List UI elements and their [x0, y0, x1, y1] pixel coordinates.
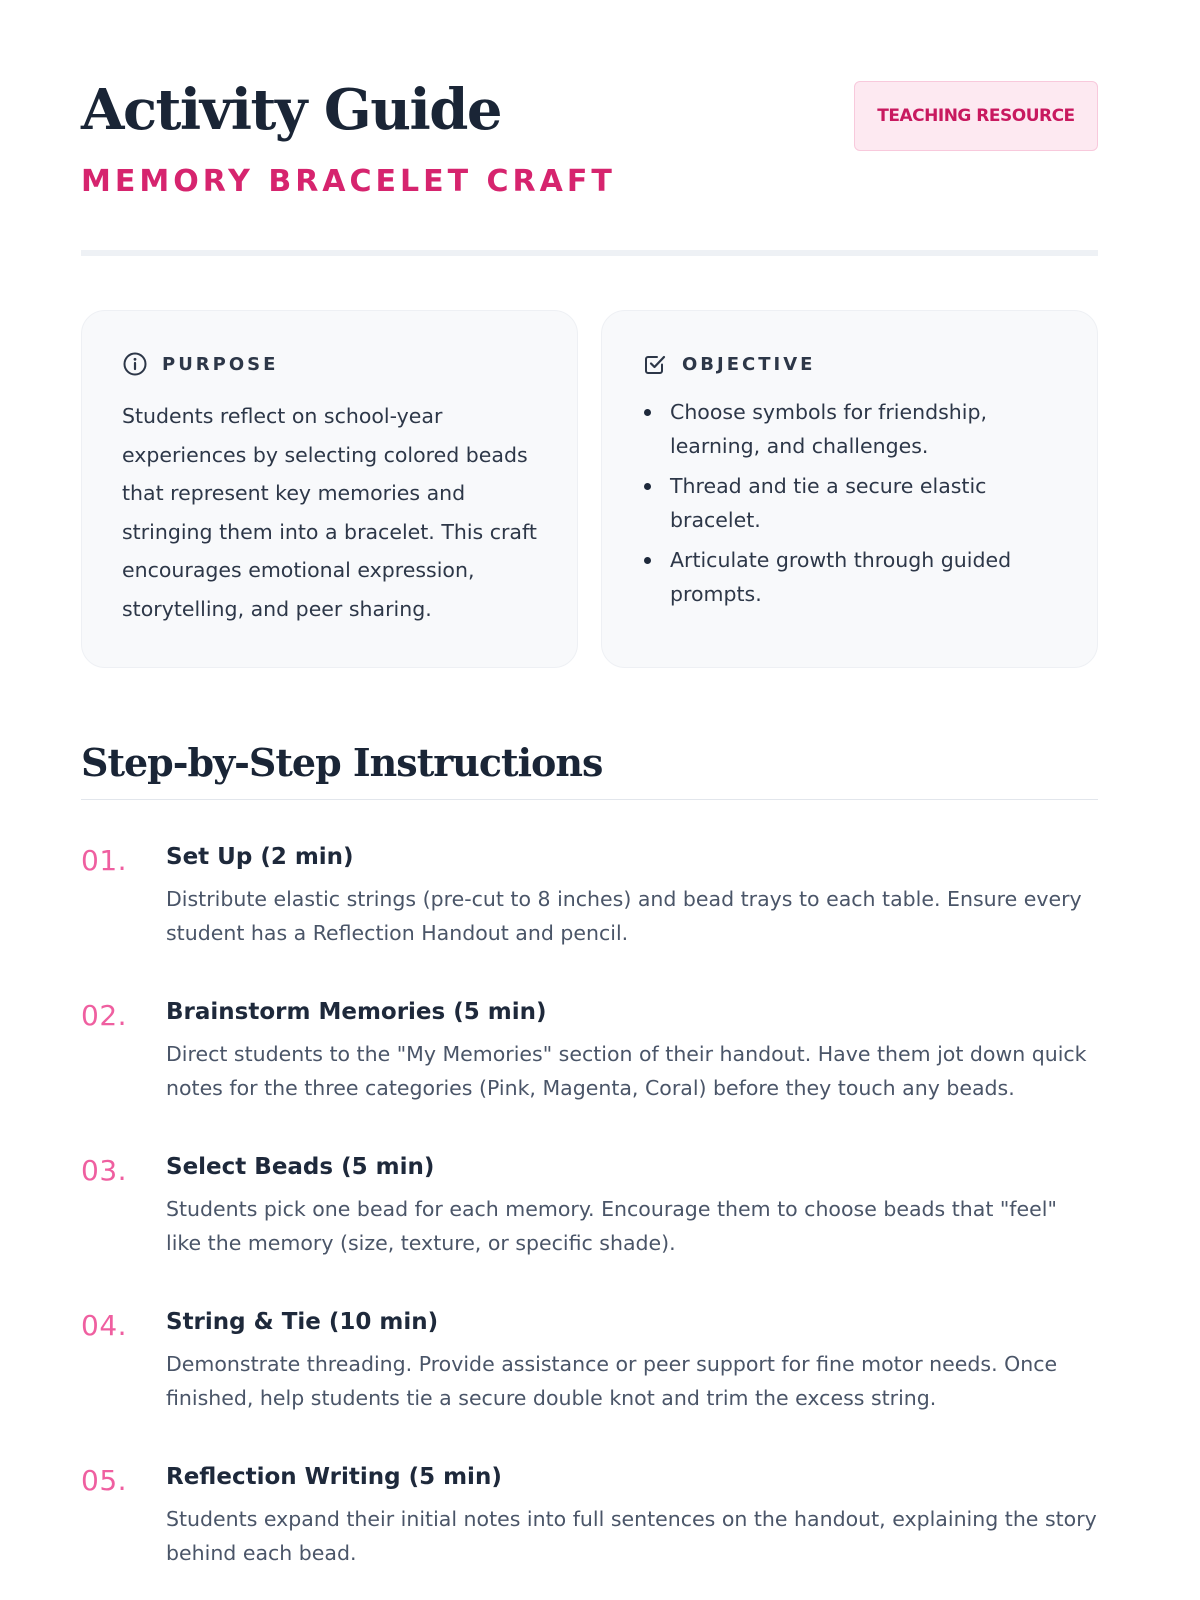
step-number: 01. — [81, 844, 128, 877]
objective-card — [601, 310, 1098, 668]
page-header — [81, 0, 1098, 256]
objective-label: OBJECTIVE — [682, 353, 816, 375]
bullet-icon — [644, 483, 651, 490]
overview-cards — [81, 310, 1098, 668]
step-item — [81, 1150, 1098, 1305]
purpose-text: Students reflect on school-year experiences by selecting colored beads that represent key memories and stringing them into a bracelet. This craft encourages emotional expression, storytelling, and peer sharing. — [122, 404, 537, 621]
objective-item: Articulate growth through guided prompts. — [642, 543, 1057, 611]
step-title: Set Up (2 min) — [166, 844, 354, 870]
objective-item: Choose symbols for friendship, learning, and challenges. — [642, 395, 1057, 463]
step-description: Students expand their initial notes into full sentences on the handout, explaining the story behind each bead. — [166, 1507, 1097, 1565]
checkbox-icon — [642, 351, 668, 377]
teaching-resource-badge: TEACHING RESOURCE — [854, 81, 1098, 151]
step-title: Brainstorm Memories (5 min) — [166, 999, 547, 1025]
step-description: Students pick one bead for each memory. Encourage them to choose beads that "feel" like the memory (size, texture, or specific shade). — [166, 1197, 1057, 1255]
step-item — [81, 1305, 1098, 1460]
step-item — [81, 840, 1098, 995]
step-number: 03. — [81, 1154, 128, 1187]
instructions-heading: Step-by-Step Instructions — [81, 740, 1098, 800]
bullet-icon — [644, 409, 651, 416]
objective-list — [642, 395, 1057, 611]
step-number: 05. — [81, 1464, 128, 1497]
step-title: Reflection Writing (5 min) — [166, 1464, 502, 1490]
objective-card-header — [642, 349, 1057, 379]
step-number: 04. — [81, 1309, 128, 1342]
step-title: String & Tie (10 min) — [166, 1309, 439, 1335]
info-circle-icon — [122, 351, 148, 377]
purpose-card-header — [122, 349, 537, 379]
purpose-card — [81, 310, 578, 668]
purpose-label: PURPOSE — [162, 353, 279, 375]
page-subtitle: MEMORY BRACELET CRAFT — [81, 164, 616, 199]
step-description: Demonstrate threading. Provide assistance or peer support for fine motor needs. Once finished, help students tie a secure double knot and trim the excess string. — [166, 1352, 1058, 1410]
step-title: Select Beads (5 min) — [166, 1154, 435, 1180]
step-description: Direct students to the "My Memories" section of their handout. Have them jot down quick notes for the three categories (Pink, Magenta, Coral) before they touch any beads. — [166, 1042, 1087, 1100]
page-title: Activity Guide — [81, 77, 501, 143]
step-item — [81, 995, 1098, 1150]
step-item — [81, 1460, 1098, 1600]
objective-item: Thread and tie a secure elastic bracelet. — [642, 469, 1057, 537]
instruction-steps — [81, 840, 1098, 1600]
bullet-icon — [644, 557, 651, 564]
step-description: Distribute elastic strings (pre-cut to 8 inches) and bead trays to each table. Ensure every student has a Reflection Handout and pencil. — [166, 887, 1082, 945]
step-number: 02. — [81, 999, 128, 1032]
